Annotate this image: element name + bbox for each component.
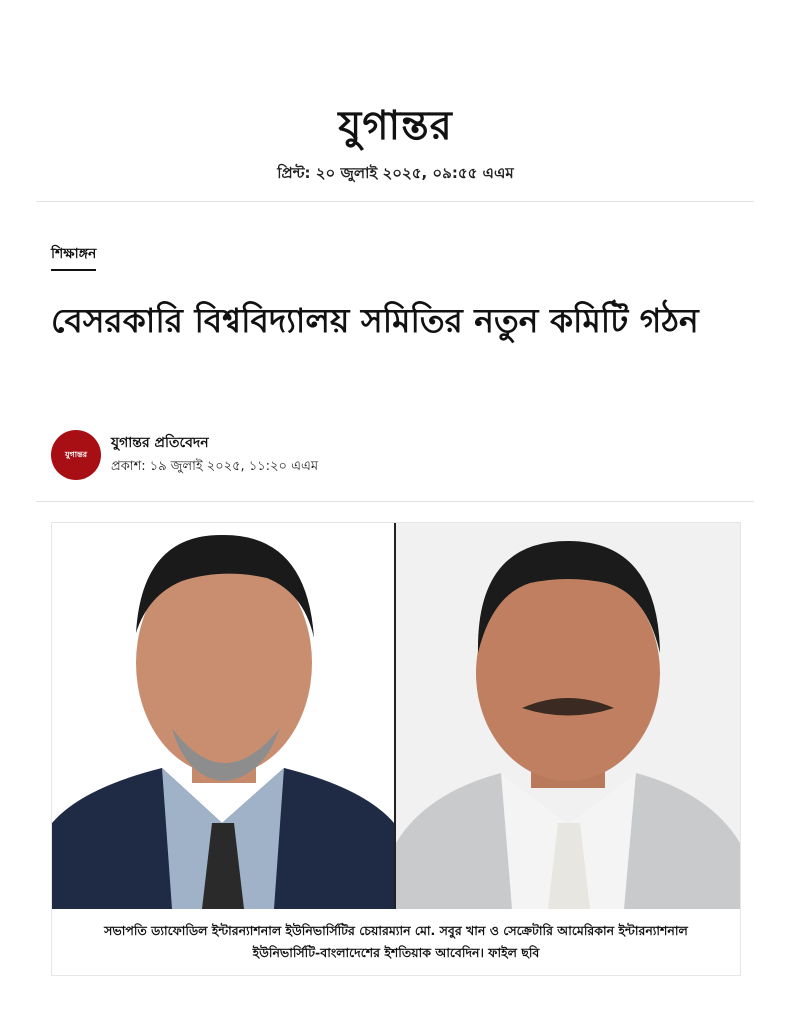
portrait-right-illustration — [396, 523, 740, 909]
photo-caption: সভাপতি ড্যাফোডিল ইন্টারন্যাশনাল ইউনিভার্সিটির চেয়ারম্যান মো. সবুর খান ও সেক্রেটারি আমেরিকান ইন্টারন্যাশনাল ইউনিভার্সিটি-বাংলাদেশের ইশতিয়াক আবেদিন। ফাইল ছবি — [104, 923, 688, 960]
author-avatar: যুগান্তর — [51, 430, 101, 480]
print-date: প্রিন্ট: ২০ জুলাই ২০২৫, ০৯:৫৫ এএম — [277, 164, 514, 182]
article-figure — [51, 522, 741, 976]
photo-right-portrait — [396, 523, 740, 909]
byline-text — [111, 433, 318, 478]
portrait-left-illustration — [52, 523, 394, 909]
masthead — [0, 100, 791, 187]
byline-divider — [36, 501, 754, 502]
site-logo[interactable]: যুগান্তর — [338, 102, 453, 149]
photo-left-portrait — [52, 523, 394, 909]
article-headline: বেসরকারি বিশ্ববিদ্যালয় সমিতির নতুন কমিটি গঠন — [51, 301, 699, 340]
category-link[interactable]: শিক্ষাঙ্গন — [51, 242, 96, 271]
header-divider — [36, 201, 754, 202]
byline — [51, 430, 318, 480]
published-date: প্রকাশ: ১৯ জুলাই ২০২৫, ১১:২০ এএম — [111, 458, 319, 474]
author-name: যুগান্তর প্রতিবেদন — [111, 434, 209, 451]
